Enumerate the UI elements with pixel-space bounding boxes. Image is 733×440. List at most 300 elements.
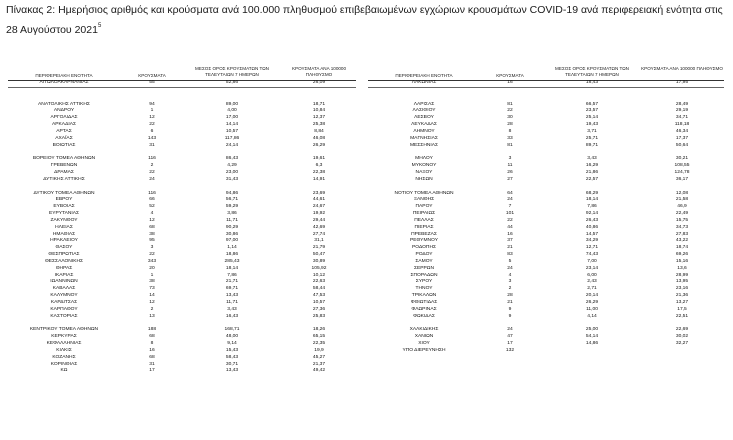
table-row	[368, 252, 724, 259]
unit-name: ΠΙΕΡΙΑΣ	[414, 224, 434, 230]
avg7-cell: 3,43	[587, 156, 597, 162]
cases-cell: 1	[150, 108, 154, 114]
unit-name: ΤΡΙΚΑΛΩΝ	[411, 293, 437, 299]
table-row	[368, 143, 724, 150]
per100k-cell: 21,37	[312, 361, 326, 367]
header-avg7-left: ΜΕΣΟΣ ΟΡΟΣ ΚΡΟΥΣΜΑΤΩΝ ΤΩΝ ΤΕΛΕΥΤΑΙΩΝ 7 ΗΜΕΡΩΝ	[195, 66, 269, 77]
per100k-cell: 22,35	[312, 341, 326, 347]
cases-cell: 343	[147, 258, 157, 264]
table-row	[8, 204, 356, 211]
unit-name: ΚΑΣΤΟΡΙΑΣ	[50, 313, 78, 319]
unit-name: ΣΥΡΟΥ	[415, 279, 433, 285]
unit-name: ΚΑΡΔΙΤΣΑΣ	[50, 300, 78, 305]
header-unit-right: ΠΕΡΙΦΕΡΕΙΑΚΗ ΕΝΟΤΗΤΑ	[395, 73, 453, 78]
per100k-cell: 69,26	[675, 252, 689, 258]
spacer-row	[8, 95, 356, 102]
unit-name: ΛΑΡΙΣΑΣ	[413, 101, 435, 107]
avg7-cell: 168,71	[224, 327, 240, 333]
table-row	[8, 348, 356, 355]
unit-name: ΔΡΑΜΑΣ	[54, 169, 74, 175]
cases-cell: 26	[507, 169, 513, 175]
avg7-cell: 16,43	[225, 313, 239, 319]
per100k-cell: 13,95	[675, 279, 689, 285]
avg7-cell: 18,43	[585, 80, 599, 85]
per100k-cell: 12,37	[312, 115, 326, 121]
cases-cell: 38	[149, 279, 155, 285]
cases-cell: 28	[507, 122, 513, 128]
cases-cell: 12	[149, 217, 155, 223]
cases-cell: 101	[505, 211, 515, 217]
avg7-cell: 10,57	[225, 128, 239, 134]
avg7-cell: 26,43	[585, 217, 599, 223]
avg7-cell: 26,29	[585, 300, 599, 305]
per100k-cell: 36,17	[675, 176, 689, 182]
per100k-cell: 27,74	[312, 231, 326, 237]
unit-name: ΖΑΚΥΝΘΟΥ	[50, 217, 78, 223]
unit-name: ΓΡΕΒΕΝΩΝ	[50, 163, 78, 169]
avg7-cell: 89,00	[225, 101, 239, 107]
table-row	[8, 293, 356, 300]
unit-name: ΛΑΣΙΘΙΟΥ	[412, 108, 436, 114]
avg7-cell: 66,57	[585, 101, 599, 107]
per100k-cell: 49,42	[312, 368, 326, 374]
per100k-cell: 28,49	[675, 101, 689, 107]
per100k-cell: 18,71	[312, 101, 326, 107]
table-row	[8, 170, 356, 177]
table-row	[368, 348, 724, 355]
cases-cell: 8	[508, 128, 512, 134]
per100k-cell: 124,78	[674, 169, 690, 175]
avg7-cell: 14,57	[585, 231, 599, 237]
per100k-cell: 23,69	[312, 190, 326, 196]
table-row	[368, 218, 724, 225]
avg7-cell: 18,86	[225, 252, 239, 258]
avg7-cell: 18,14	[225, 265, 239, 271]
avg7-cell: 13,43	[225, 368, 239, 374]
cases-cell: 5	[508, 258, 512, 264]
per100k-cell: 8,84	[314, 128, 324, 134]
unit-name: ΗΡΑΚΛΕΙΟΥ	[50, 238, 78, 244]
table-row	[8, 266, 356, 273]
unit-name: ΙΩΑΝΝΙΝΩΝ	[50, 279, 78, 285]
cases-cell: 3	[508, 156, 512, 162]
unit-name: ΒΟΙΩΤΙΑΣ	[52, 142, 76, 148]
unit-name: ΜΥΚΟΝΟΥ	[411, 163, 437, 169]
cases-cell: 9	[508, 313, 512, 319]
cases-cell: 132	[505, 347, 515, 353]
cases-cell: 47	[507, 334, 513, 340]
table-row	[368, 122, 724, 129]
table-row	[368, 170, 724, 177]
table-row	[368, 163, 724, 170]
per100k-cell: 15,75	[675, 217, 689, 223]
table-row	[368, 259, 724, 266]
per100k-cell: 21,79	[312, 245, 326, 251]
avg7-cell: 21,86	[585, 169, 599, 175]
per100k-cell: 22,63	[312, 279, 326, 285]
avg7-cell: 69,71	[225, 286, 239, 292]
unit-name: ΦΩΚΙΔΑΣ	[413, 313, 435, 319]
table-row	[8, 252, 356, 259]
avg7-cell: 23,00	[225, 169, 239, 175]
avg7-cell: 54,14	[585, 334, 599, 340]
cases-cell: 73	[149, 286, 155, 292]
avg7-cell: 25,71	[585, 135, 599, 141]
avg7-cell: 3,71	[587, 128, 597, 134]
table-row	[8, 80, 356, 88]
unit-name: ΧΙΟΥ	[418, 341, 430, 347]
per100k-cell: 22,38	[312, 169, 326, 175]
unit-name: ΚΩ	[60, 368, 68, 374]
cases-cell: 9	[508, 306, 512, 312]
avg7-cell: 7,86	[227, 272, 237, 278]
per100k-cell: 29,44	[312, 217, 326, 223]
cases-cell: 52	[149, 204, 155, 210]
unit-name: ΡΕΘΥΜΝΟΥ	[410, 238, 438, 244]
unit-name: ΜΗΛΟΥ	[415, 156, 433, 162]
avg7-cell: 86,43	[225, 156, 239, 162]
cases-cell: 24	[507, 197, 513, 203]
unit-name: ΠΑΡΟΥ	[415, 204, 433, 210]
cases-cell: 3	[508, 279, 512, 285]
table-row	[8, 259, 356, 266]
per100k-cell: 17,95	[675, 80, 689, 85]
avg7-cell: 25,14	[585, 115, 599, 121]
unit-name: ΝΑΞΟΥ	[415, 169, 433, 175]
unit-name: ΚΕΡΚΥΡΑΣ	[51, 334, 77, 340]
spacer-row	[368, 95, 724, 102]
cases-cell: 16	[507, 231, 513, 237]
unit-name: ΧΑΛΚΙΔΙΚΗΣ	[409, 327, 439, 333]
unit-name: ΣΠΟΡΑΔΩΝ	[410, 272, 438, 278]
table-row	[368, 307, 724, 314]
cases-cell: 1	[150, 272, 154, 278]
avg7-cell: 14,86	[585, 341, 599, 347]
per100k-cell: 26,09	[312, 80, 326, 85]
table-row	[8, 355, 356, 362]
cases-cell: 33	[507, 135, 513, 141]
cases-cell: 116	[148, 190, 156, 196]
cases-cell: 31	[149, 361, 155, 367]
cases-cell: 17	[507, 341, 513, 347]
unit-name: ΗΜΑΘΙΑΣ	[52, 231, 76, 237]
cases-cell: 12	[149, 115, 155, 121]
unit-name: ΕΥΡΥΤΑΝΙΑΣ	[48, 211, 80, 217]
unit-name: ΔΥΤΙΚΟΥ ΤΟΜΕΑ ΑΘΗΝΩΝ	[33, 190, 95, 196]
unit-name: ΥΠΟ ΔΙΕΡΕΥΝΗΣΗ	[402, 347, 446, 353]
unit-name: ΞΑΝΘΗΣ	[413, 197, 435, 203]
unit-name: ΘΕΣΣΑΛΟΝΙΚΗΣ	[44, 258, 84, 264]
per100k-cell: 108,55	[674, 163, 690, 169]
cases-cell: 44	[507, 224, 513, 230]
per100k-cell: 30,02	[675, 334, 689, 340]
cases-cell: 95	[149, 238, 155, 244]
table-row	[8, 129, 356, 136]
cases-cell: 24	[149, 176, 155, 182]
avg7-cell: 3,86	[227, 211, 237, 217]
cases-cell: 21	[507, 300, 513, 305]
avg7-cell: 17,00	[225, 115, 239, 121]
per100k-cell: 46,08	[312, 135, 326, 141]
unit-name: ΛΗΜΝΟΥ	[413, 128, 435, 134]
avg7-cell: 11,71	[226, 300, 238, 305]
per100k-cell: 44,61	[312, 197, 326, 203]
avg7-cell: 59,29	[225, 204, 239, 210]
cases-cell: 30	[507, 115, 513, 121]
unit-name: ΑΡΓΟΛΙΔΑΣ	[50, 115, 78, 121]
per100k-cell: 42,69	[312, 224, 326, 230]
avg7-cell: 58,43	[225, 354, 239, 360]
unit-name: ΡΟΔΟΠΗΣ	[411, 245, 437, 251]
unit-name: ΘΗΡΑΣ	[55, 265, 73, 271]
avg7-cell: 94,86	[225, 190, 239, 196]
cases-cell: 94	[149, 101, 155, 107]
avg7-cell: 7,00	[587, 258, 597, 264]
cases-cell: 81	[507, 101, 513, 107]
cases-cell: 3	[150, 245, 154, 251]
table-row	[368, 211, 724, 218]
per100k-cell: 50,47	[312, 252, 326, 258]
cases-cell: 27	[507, 176, 513, 182]
avg7-cell: 40,86	[585, 224, 599, 230]
per100k-cell: 46,34	[675, 128, 689, 134]
per100k-cell: 12,08	[675, 190, 689, 196]
cases-cell: 68	[149, 224, 155, 230]
header-cases-left: ΚΡΟΥΣΜΑΤΑ	[138, 73, 166, 78]
table-row	[8, 143, 356, 150]
per100k-cell: 10,57	[312, 300, 326, 305]
avg7-cell: 15,43	[225, 347, 239, 353]
avg7-cell: 11,00	[586, 306, 598, 312]
avg7-cell: 21,71	[225, 279, 239, 285]
unit-name: ΡΟΔΟΥ	[415, 252, 433, 258]
cases-cell: 22	[149, 252, 155, 258]
avg7-cell: 7,86	[587, 204, 597, 210]
caption-footnote-ref: 5	[97, 23, 102, 29]
per100k-cell: 30,89	[312, 258, 326, 264]
avg7-cell: 4,29	[227, 163, 237, 169]
avg7-cell: 92,14	[585, 211, 599, 217]
table-row	[8, 218, 356, 225]
per100k-cell: 32,27	[675, 341, 689, 347]
table-row	[8, 341, 356, 348]
cases-cell: 17	[149, 368, 155, 374]
unit-name: ΚΕΦΑΛΛΗΝΙΑΣ	[46, 341, 82, 347]
cases-cell: 13	[149, 313, 155, 319]
avg7-cell: 117,86	[224, 135, 240, 141]
unit-name: ΝΟΤΙΟΥ ΤΟΜΕΑ ΑΘΗΝΩΝ	[394, 190, 454, 196]
unit-name: ΜΕΣΣΗΝΙΑΣ	[409, 142, 439, 148]
per100k-cell: 10,84	[312, 108, 326, 114]
per100k-cell: 14,91	[312, 176, 326, 182]
per100k-cell: 10,12	[312, 272, 326, 278]
cases-cell: 64	[507, 190, 513, 196]
table-row	[368, 293, 724, 300]
avg7-cell: 11,71	[226, 217, 238, 223]
cases-cell: 20	[149, 265, 155, 271]
table-row	[8, 122, 356, 129]
table-row	[8, 177, 356, 184]
cases-cell: 22	[507, 217, 513, 223]
cases-cell: 116	[148, 156, 156, 162]
avg7-cell: 30,71	[225, 361, 239, 367]
cases-cell: 37	[507, 238, 513, 244]
cases-cell: 6	[150, 128, 154, 134]
per100k-cell: 50,64	[675, 142, 689, 148]
per100k-cell: 18,26	[312, 327, 326, 333]
spacer-row	[368, 88, 724, 95]
unit-name: ΠΕΙΡΑΙΩΣ	[412, 211, 436, 217]
cases-cell: 14	[149, 293, 155, 299]
per100k-cell: 13,27	[675, 300, 689, 305]
per100k-cell: 30,21	[675, 156, 689, 162]
unit-name: ΚΑΡΠΑΘΟΥ	[50, 306, 78, 312]
avg7-cell: 97,00	[225, 238, 239, 244]
avg7-cell: 14,14	[225, 122, 239, 128]
cases-cell: 8	[150, 341, 154, 347]
unit-name: ΑΧΑΪΑΣ	[55, 135, 73, 141]
table-row	[8, 211, 356, 218]
header-unit-left: ΠΕΡΙΦΕΡΕΙΑΚΗ ΕΝΟΤΗΤΑ	[35, 73, 93, 78]
per100k-cell: 21,36	[675, 293, 689, 299]
avg7-cell: 30,86	[225, 231, 239, 237]
unit-name: ΦΘΙΩΤΙΔΑΣ	[410, 300, 438, 305]
unit-name: ΑΡΤΑΣ	[56, 128, 72, 134]
per100k-cell: 21,58	[675, 197, 689, 203]
cases-cell: 11	[507, 163, 513, 169]
cases-cell: 4	[508, 272, 512, 278]
cases-cell: 2	[150, 163, 154, 169]
cases-cell: 7	[508, 204, 512, 210]
table-row	[368, 225, 724, 232]
cases-cell: 31	[149, 142, 155, 148]
cases-cell: 12	[149, 300, 155, 305]
spacer-row	[8, 184, 356, 191]
cases-cell: 81	[507, 142, 513, 148]
per100k-cell: 118,18	[674, 122, 690, 128]
table-row	[8, 300, 356, 307]
per100k-cell: 29,19	[675, 108, 689, 114]
cases-cell: 22	[149, 122, 155, 128]
avg7-cell: 1,14	[227, 245, 237, 251]
per100k-cell: 24,67	[312, 204, 326, 210]
unit-name: ΚΟΡΙΝΘΙΑΣ	[50, 361, 78, 367]
cases-cell: 24	[507, 327, 513, 333]
per100k-cell: 17,5	[677, 306, 687, 312]
unit-name: ΤΗΝΟΥ	[415, 286, 433, 292]
unit-name: ΑΝΑΤΟΛΙΚΗΣ ΑΤΤΙΚΗΣ	[38, 101, 90, 107]
avg7-cell: 74,43	[585, 252, 599, 258]
unit-name: ΚΑΒΑΛΑΣ	[52, 286, 76, 292]
per100k-cell: 45,27	[312, 354, 326, 360]
unit-name: ΕΒΡΟΥ	[55, 197, 73, 203]
per100k-cell: 46,9	[677, 204, 687, 210]
unit-name: ΕΥΒΟΙΑΣ	[53, 204, 75, 210]
avg7-cell: 3,43	[227, 306, 237, 312]
avg7-cell: 16,29	[585, 163, 599, 169]
cases-cell: 38	[149, 231, 155, 237]
table-row	[368, 341, 724, 348]
avg7-cell: 90,29	[225, 224, 239, 230]
per100k-cell: 65,15	[312, 334, 326, 340]
header-avg7-right: ΜΕΣΟΣ ΟΡΟΣ ΚΡΟΥΣΜΑΤΩΝ ΤΩΝ ΤΕΛΕΥΤΑΙΩΝ 7 ΗΜΕΡΩΝ	[555, 66, 629, 77]
avg7-cell: 4,14	[587, 313, 597, 319]
table-row	[368, 314, 724, 321]
cases-cell: 21	[507, 245, 513, 251]
cases-cell: 143	[147, 135, 157, 141]
per100k-cell: 22,49	[675, 211, 689, 217]
per100k-cell: 13,6	[677, 265, 687, 271]
per100k-cell: 28,99	[675, 272, 689, 278]
per100k-cell: 15,16	[675, 258, 689, 264]
per100k-cell: 25,38	[312, 122, 326, 128]
unit-name: ΙΚΑΡΙΑΣ	[54, 272, 74, 278]
avg7-cell: 52,86	[225, 80, 239, 85]
table-row	[8, 368, 356, 375]
unit-name: ΘΕΣΠΡΩΤΙΑΣ	[48, 252, 80, 258]
unit-name: ΣΕΡΡΩΝ	[414, 265, 434, 271]
cases-cell: 55	[149, 80, 155, 85]
cases-cell: 66	[149, 197, 155, 203]
per100k-cell: 6,3	[315, 163, 323, 169]
avg7-cell: 68,29	[585, 190, 599, 196]
spacer-row	[8, 88, 356, 95]
avg7-cell: 22,57	[585, 176, 599, 182]
table-row	[368, 136, 724, 143]
unit-name: ΚΙΛΚΙΣ	[56, 347, 72, 353]
spacer-row	[368, 184, 724, 191]
avg7-cell: 48,00	[225, 334, 239, 340]
table-row	[368, 177, 724, 184]
per100k-cell: 105,92	[311, 265, 327, 271]
unit-name: ΘΑΣΟΥ	[55, 245, 73, 251]
avg7-cell: 24,14	[225, 142, 239, 148]
unit-name: ΑΝΔΡΟΥ	[53, 108, 75, 114]
table-row	[368, 129, 724, 136]
avg7-cell: 285,43	[224, 258, 240, 264]
avg7-cell: 6,00	[587, 272, 597, 278]
cases-cell: 68	[149, 354, 155, 360]
table-row	[8, 307, 356, 314]
table-row	[368, 266, 724, 273]
avg7-cell: 25,00	[585, 327, 599, 333]
unit-name: ΦΛΩΡΙΝΑΣ	[411, 306, 437, 312]
avg7-cell: 20,14	[585, 293, 599, 299]
table-row	[8, 163, 356, 170]
unit-name: ΧΑΝΙΩΝ	[414, 334, 434, 340]
cases-cell: 22	[507, 108, 513, 114]
unit-name: ΒΟΡΕΙΟΥ ΤΟΜΕΑ ΑΘΗΝΩΝ	[32, 156, 96, 162]
per100k-cell: 43,22	[675, 238, 689, 244]
avg7-cell: 19,43	[585, 122, 599, 128]
table-row	[8, 314, 356, 321]
avg7-cell: 4,00	[227, 108, 237, 114]
header-per100k-right: ΚΡΟΥΣΜΑΤΑ ΑΝΑ 100000 ΠΛΗΘΥΣΜΟ	[641, 66, 723, 71]
unit-name: ΚΕΝΤΡΙΚΟΥ ΤΟΜΕΑ ΑΘΗΝΩΝ	[29, 327, 99, 333]
cases-cell: 16	[149, 347, 155, 353]
cases-cell: 2	[150, 306, 154, 312]
unit-name: ΜΑΓΝΗΣΙΑΣ	[410, 135, 438, 141]
table-caption	[6, 2, 728, 38]
per100k-cell: 58,44	[312, 286, 326, 292]
table-row	[368, 300, 724, 307]
caption-text: Πίνακας 2: Ημερήσιος αριθμός και κρούσματα ανά 100.000 πληθυσμού επιβεβαιωμένων εγχώριων κρουσμάτων COVID-19 ανά περιφερειακή ενότητα στις 28 Αυγούστου 2021	[6, 4, 723, 36]
per100k-cell: 34,73	[675, 224, 689, 230]
table-row	[8, 136, 356, 143]
cases-cell: 22	[149, 169, 155, 175]
per100k-cell: 27,83	[675, 231, 689, 237]
avg7-cell: 9,14	[227, 341, 237, 347]
